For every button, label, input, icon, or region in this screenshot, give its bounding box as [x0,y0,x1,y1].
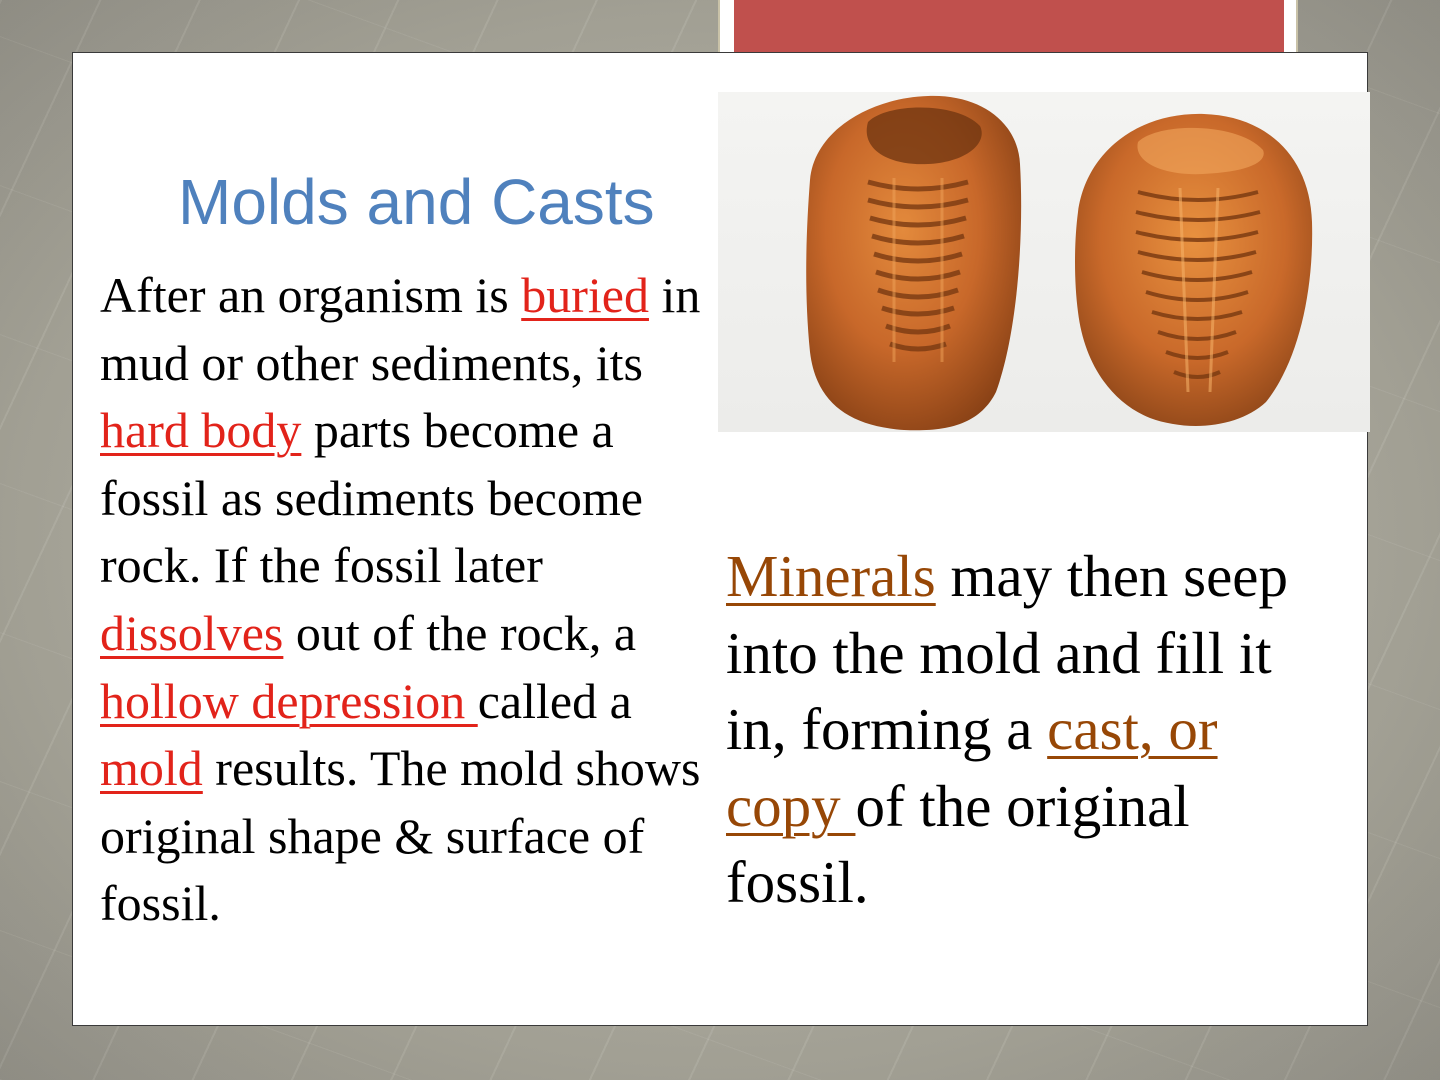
keyword-hollow-depression: hollow depression [100,672,478,729]
keyword-mold: mold [100,740,203,797]
mold-description-paragraph [100,262,710,938]
text-run: parts become a fossil as sediments become rock. If the fossil later [100,402,643,594]
cast-description-paragraph [726,538,1346,921]
trilobite-fossil-image [718,92,1370,432]
keyword-minerals: Minerals [726,543,936,609]
text-run: results. The mold shows original shape & surface of fossil. [100,740,701,932]
keyword-hard-body: hard body [100,402,302,459]
keyword-dissolves: dissolves [100,604,284,661]
text-run: After an organism is [100,267,522,323]
text-run: of the original fossil. [726,772,1190,915]
keyword-buried: buried [521,267,649,323]
slide-title: Molds and Casts [178,166,655,238]
text-run: in mud or other sediments, its [100,267,701,391]
trilobite-fossil-illustration [718,92,1370,432]
keyword-cast-or-copy: cast, or copy [726,696,1218,839]
text-run: called a [477,672,632,729]
text-run: out of the rock, a [283,604,637,661]
text-run: may then seep into the mold and fill it in, forming a [726,543,1288,762]
